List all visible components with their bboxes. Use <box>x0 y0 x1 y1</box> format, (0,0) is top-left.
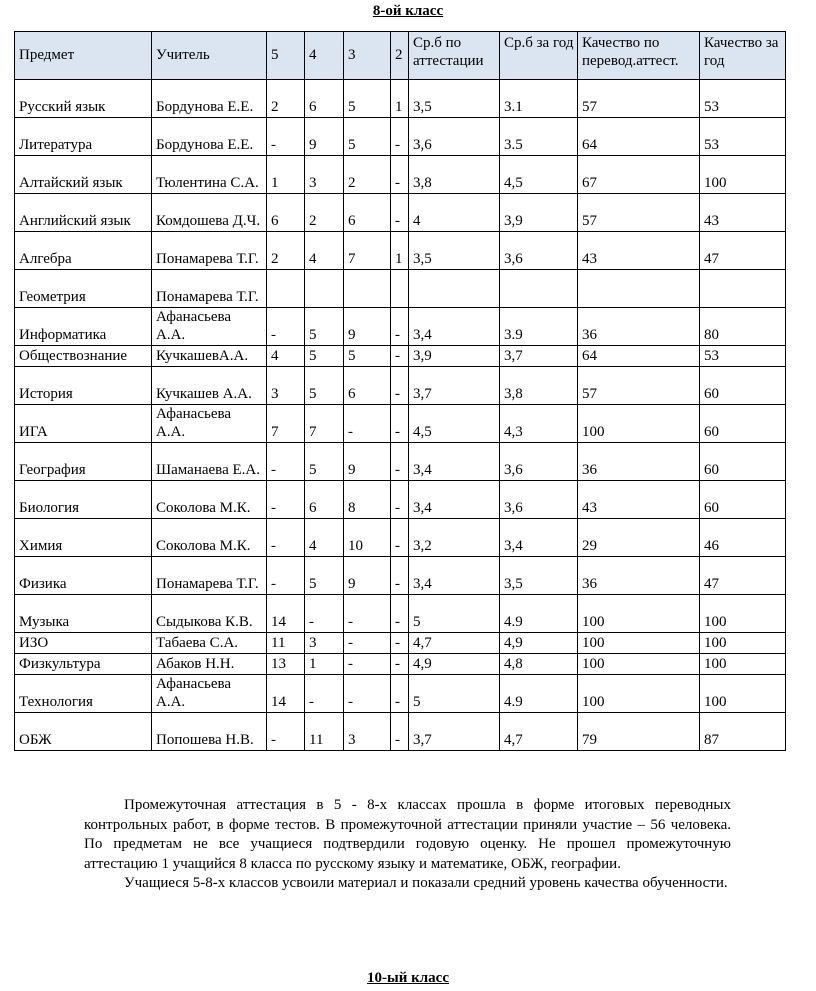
cell-grade-4: 6 <box>305 481 344 519</box>
cell-grade-3: 5 <box>344 80 391 118</box>
cell-grade-3: 6 <box>344 194 391 232</box>
cell-grade-5: 7 <box>267 405 305 443</box>
cell-quality-attestation: 100 <box>578 595 700 633</box>
cell-grade-4: 6 <box>305 80 344 118</box>
cell-quality-attestation: 67 <box>578 156 700 194</box>
table-row <box>15 654 786 675</box>
header-quality-year: Качество за год <box>700 32 786 80</box>
cell-grade-5: 14 <box>267 595 305 633</box>
cell-quality-year: 47 <box>700 232 786 270</box>
cell-avg-attestation: 3,4 <box>409 481 500 519</box>
cell-grade-2: - <box>391 713 409 751</box>
cell-teacher: Попошева Н.В. <box>152 713 267 751</box>
cell-grade-4: 3 <box>305 633 344 654</box>
cell-grade-3: - <box>344 405 391 443</box>
cell-quality-year: 43 <box>700 194 786 232</box>
cell-quality-year: 53 <box>700 346 786 367</box>
cell-quality-attestation: 36 <box>578 443 700 481</box>
table-row <box>15 519 786 557</box>
cell-avg-year: 3.1 <box>500 80 578 118</box>
cell-grade-3: 2 <box>344 156 391 194</box>
cell-grade-3: 9 <box>344 557 391 595</box>
cell-grade-2: - <box>391 118 409 156</box>
table-row <box>15 633 786 654</box>
table-row <box>15 308 786 346</box>
table-row <box>15 156 786 194</box>
cell-grade-2: - <box>391 595 409 633</box>
cell-grade-5: 2 <box>267 80 305 118</box>
header-avg-year: Ср.б за год <box>500 32 578 80</box>
cell-subject: Геометрия <box>15 270 152 308</box>
cell-avg-attestation <box>409 270 500 308</box>
cell-quality-attestation: 100 <box>578 633 700 654</box>
table-row <box>15 595 786 633</box>
cell-grade-3: 9 <box>344 308 391 346</box>
cell-avg-attestation: 3,9 <box>409 346 500 367</box>
header-grade-4: 4 <box>305 32 344 80</box>
cell-subject: ОБЖ <box>15 713 152 751</box>
cell-avg-year: 3,8 <box>500 367 578 405</box>
cell-avg-year: 3,7 <box>500 346 578 367</box>
cell-grade-4: 5 <box>305 557 344 595</box>
cell-avg-attestation: 3,2 <box>409 519 500 557</box>
cell-grade-3: 8 <box>344 481 391 519</box>
table-row <box>15 346 786 367</box>
cell-grade-3: - <box>344 654 391 675</box>
cell-grade-4: 11 <box>305 713 344 751</box>
cell-quality-year: 46 <box>700 519 786 557</box>
cell-subject: Русский язык <box>15 80 152 118</box>
table-row <box>15 557 786 595</box>
cell-grade-3: 7 <box>344 232 391 270</box>
cell-quality-attestation: 79 <box>578 713 700 751</box>
cell-avg-attestation: 3,8 <box>409 156 500 194</box>
cell-quality-attestation: 100 <box>578 654 700 675</box>
cell-grade-5: 6 <box>267 194 305 232</box>
cell-avg-attestation: 4 <box>409 194 500 232</box>
cell-avg-year: 4.9 <box>500 595 578 633</box>
table-row <box>15 270 786 308</box>
cell-teacher: Бордунова Е.Е. <box>152 118 267 156</box>
cell-grade-5: 11 <box>267 633 305 654</box>
cell-grade-5: - <box>267 481 305 519</box>
cell-avg-year: 3,6 <box>500 481 578 519</box>
cell-avg-attestation: 5 <box>409 595 500 633</box>
cell-grade-4: 2 <box>305 194 344 232</box>
cell-subject: ИЗО <box>15 633 152 654</box>
cell-subject: Английский язык <box>15 194 152 232</box>
cell-grade-4: 9 <box>305 118 344 156</box>
cell-quality-year: 60 <box>700 443 786 481</box>
cell-grade-3: - <box>344 675 391 713</box>
cell-grade-5: 3 <box>267 367 305 405</box>
cell-subject: Физкультура <box>15 654 152 675</box>
cell-avg-attestation: 3,7 <box>409 713 500 751</box>
cell-grade-4: - <box>305 595 344 633</box>
cell-grade-2: - <box>391 519 409 557</box>
cell-quality-year: 60 <box>700 367 786 405</box>
table-row <box>15 713 786 751</box>
cell-teacher: Афанасьева А.А. <box>152 308 267 346</box>
cell-grade-2: - <box>391 675 409 713</box>
cell-quality-attestation: 100 <box>578 405 700 443</box>
cell-grade-3: 5 <box>344 118 391 156</box>
table-row <box>15 367 786 405</box>
cell-teacher: Понамарева Т.Г. <box>152 557 267 595</box>
cell-grade-5: 13 <box>267 654 305 675</box>
cell-subject: Информатика <box>15 308 152 346</box>
cell-subject: История <box>15 367 152 405</box>
cell-quality-attestation: 57 <box>578 194 700 232</box>
cell-quality-attestation: 64 <box>578 118 700 156</box>
cell-quality-year: 100 <box>700 675 786 713</box>
cell-quality-attestation: 29 <box>578 519 700 557</box>
cell-quality-attestation: 57 <box>578 367 700 405</box>
grades-table <box>14 31 786 751</box>
cell-grade-3 <box>344 270 391 308</box>
cell-grade-5: - <box>267 118 305 156</box>
cell-avg-year: 4,9 <box>500 633 578 654</box>
cell-subject: Химия <box>15 519 152 557</box>
cell-grade-2: 1 <box>391 80 409 118</box>
summary-text <box>84 796 731 894</box>
cell-avg-attestation: 3,4 <box>409 308 500 346</box>
cell-grade-2: - <box>391 194 409 232</box>
cell-teacher: Афанасьева А.А. <box>152 405 267 443</box>
cell-grade-2: - <box>391 557 409 595</box>
cell-grade-2: - <box>391 443 409 481</box>
cell-grade-4: 7 <box>305 405 344 443</box>
cell-quality-attestation: 100 <box>578 675 700 713</box>
cell-teacher: Тюлентина С.А. <box>152 156 267 194</box>
cell-avg-attestation: 3,6 <box>409 118 500 156</box>
header-avg-attestation: Ср.б по аттестации <box>409 32 500 80</box>
cell-grade-2: - <box>391 654 409 675</box>
cell-grade-2: - <box>391 346 409 367</box>
cell-grade-5: 14 <box>267 675 305 713</box>
cell-grade-4: 3 <box>305 156 344 194</box>
header-grade-3: 3 <box>344 32 391 80</box>
section-title-10: 10-ый класс <box>367 970 449 986</box>
cell-avg-attestation: 3,5 <box>409 80 500 118</box>
table-row <box>15 405 786 443</box>
cell-teacher: Комдошева Д.Ч. <box>152 194 267 232</box>
cell-grade-2: - <box>391 308 409 346</box>
table-row <box>15 118 786 156</box>
cell-teacher: Бордунова Е.Е. <box>152 80 267 118</box>
cell-quality-year: 53 <box>700 118 786 156</box>
header-teacher: Учитель <box>152 32 267 80</box>
cell-teacher: Сыдыкова К.В. <box>152 595 267 633</box>
cell-grade-5: - <box>267 443 305 481</box>
cell-teacher: Понамарева Т.Г. <box>152 270 267 308</box>
cell-avg-year: 4,8 <box>500 654 578 675</box>
cell-quality-attestation: 36 <box>578 308 700 346</box>
cell-avg-year: 3.9 <box>500 308 578 346</box>
header-grade-5: 5 <box>267 32 305 80</box>
cell-grade-2: - <box>391 156 409 194</box>
summary-paragraph-2: Учащиеся 5-8-х классов усвоили материал и показали средний уровень качества обученности. <box>124 875 728 892</box>
cell-grade-2 <box>391 270 409 308</box>
cell-quality-year: 47 <box>700 557 786 595</box>
cell-teacher: Шаманаева Е.А. <box>152 443 267 481</box>
cell-grade-5: - <box>267 557 305 595</box>
cell-avg-year: 4,3 <box>500 405 578 443</box>
table-row <box>15 194 786 232</box>
cell-grade-4: 4 <box>305 232 344 270</box>
cell-grade-3: 6 <box>344 367 391 405</box>
cell-avg-attestation: 5 <box>409 675 500 713</box>
cell-quality-attestation: 43 <box>578 232 700 270</box>
cell-avg-attestation: 3,7 <box>409 367 500 405</box>
section-title-8: 8-ой класс <box>372 3 444 19</box>
header-subject: Предмет <box>15 32 152 80</box>
cell-teacher: Соколова М.К. <box>152 519 267 557</box>
cell-avg-attestation: 3,5 <box>409 232 500 270</box>
cell-subject: Биология <box>15 481 152 519</box>
cell-quality-year: 53 <box>700 80 786 118</box>
cell-teacher: Абаков Н.Н. <box>152 654 267 675</box>
cell-quality-year: 87 <box>700 713 786 751</box>
cell-quality-attestation: 43 <box>578 481 700 519</box>
cell-grade-5: - <box>267 519 305 557</box>
cell-avg-year: 3,6 <box>500 443 578 481</box>
cell-grade-3: - <box>344 633 391 654</box>
cell-avg-year: 3,6 <box>500 232 578 270</box>
cell-subject: ИГА <box>15 405 152 443</box>
cell-grade-5: - <box>267 308 305 346</box>
table-row <box>15 232 786 270</box>
header-grade-2: 2 <box>391 32 409 80</box>
cell-grade-3: 9 <box>344 443 391 481</box>
cell-grade-3: 5 <box>344 346 391 367</box>
cell-avg-attestation: 4,5 <box>409 405 500 443</box>
cell-subject: Музыка <box>15 595 152 633</box>
cell-avg-year: 4,7 <box>500 713 578 751</box>
table-row <box>15 80 786 118</box>
cell-grade-5 <box>267 270 305 308</box>
cell-grade-2: - <box>391 367 409 405</box>
cell-grade-4: - <box>305 675 344 713</box>
cell-avg-year <box>500 270 578 308</box>
table-header-row <box>15 32 786 80</box>
cell-teacher: Кучкашев А.А. <box>152 367 267 405</box>
cell-grade-2: - <box>391 633 409 654</box>
cell-teacher: Понамарева Т.Г. <box>152 232 267 270</box>
cell-grade-2: - <box>391 405 409 443</box>
cell-quality-attestation: 64 <box>578 346 700 367</box>
cell-subject: Технология <box>15 675 152 713</box>
cell-avg-year: 3.5 <box>500 118 578 156</box>
cell-avg-year: 3,4 <box>500 519 578 557</box>
cell-avg-year: 4.9 <box>500 675 578 713</box>
cell-grade-5: 4 <box>267 346 305 367</box>
cell-avg-attestation: 3,4 <box>409 557 500 595</box>
cell-avg-attestation: 4,9 <box>409 654 500 675</box>
cell-avg-year: 4,5 <box>500 156 578 194</box>
cell-grade-4: 5 <box>305 308 344 346</box>
cell-quality-year <box>700 270 786 308</box>
cell-grade-4: 1 <box>305 654 344 675</box>
cell-subject: Алтайский язык <box>15 156 152 194</box>
cell-grade-4 <box>305 270 344 308</box>
cell-grade-4: 5 <box>305 367 344 405</box>
cell-grade-5: - <box>267 713 305 751</box>
cell-grade-5: 2 <box>267 232 305 270</box>
table-row <box>15 675 786 713</box>
cell-quality-year: 100 <box>700 156 786 194</box>
cell-quality-attestation <box>578 270 700 308</box>
cell-grade-3: 3 <box>344 713 391 751</box>
cell-subject: Литература <box>15 118 152 156</box>
cell-quality-attestation: 57 <box>578 80 700 118</box>
cell-grade-4: 5 <box>305 443 344 481</box>
cell-quality-attestation: 36 <box>578 557 700 595</box>
cell-subject: Алгебра <box>15 232 152 270</box>
cell-quality-year: 100 <box>700 633 786 654</box>
cell-grade-5: 1 <box>267 156 305 194</box>
cell-avg-attestation: 3,4 <box>409 443 500 481</box>
cell-teacher: Афанасьева А.А. <box>152 675 267 713</box>
summary-paragraph-1: Промежуточная аттестация в 5 - 8-х классах прошла в форме итоговых переводных контрольных работ, в форме тестов. В промежуточной аттестации приняли участие – 56 человека. По предметам не все учащиеся подтвердили годовую оценку. Не прошел промежуточную аттестацию 1 учащийся 8 класса по русскому языку и математике, ОБЖ, географии. <box>84 797 731 872</box>
cell-grade-4: 5 <box>305 346 344 367</box>
cell-subject: География <box>15 443 152 481</box>
cell-teacher: КучкашевА.А. <box>152 346 267 367</box>
cell-teacher: Табаева С.А. <box>152 633 267 654</box>
cell-avg-year: 3,5 <box>500 557 578 595</box>
header-quality-attestation: Качество по перевод.аттест. <box>578 32 700 80</box>
cell-teacher: Соколова М.К. <box>152 481 267 519</box>
cell-grade-3: - <box>344 595 391 633</box>
cell-grade-2: 1 <box>391 232 409 270</box>
cell-grade-4: 4 <box>305 519 344 557</box>
cell-subject: Обществознание <box>15 346 152 367</box>
table-row <box>15 481 786 519</box>
cell-grade-2: - <box>391 481 409 519</box>
table-row <box>15 443 786 481</box>
cell-quality-year: 100 <box>700 595 786 633</box>
cell-subject: Физика <box>15 557 152 595</box>
cell-quality-year: 60 <box>700 481 786 519</box>
cell-quality-year: 100 <box>700 654 786 675</box>
cell-avg-attestation: 4,7 <box>409 633 500 654</box>
cell-quality-year: 80 <box>700 308 786 346</box>
cell-grade-3: 10 <box>344 519 391 557</box>
cell-quality-year: 60 <box>700 405 786 443</box>
cell-avg-year: 3,9 <box>500 194 578 232</box>
